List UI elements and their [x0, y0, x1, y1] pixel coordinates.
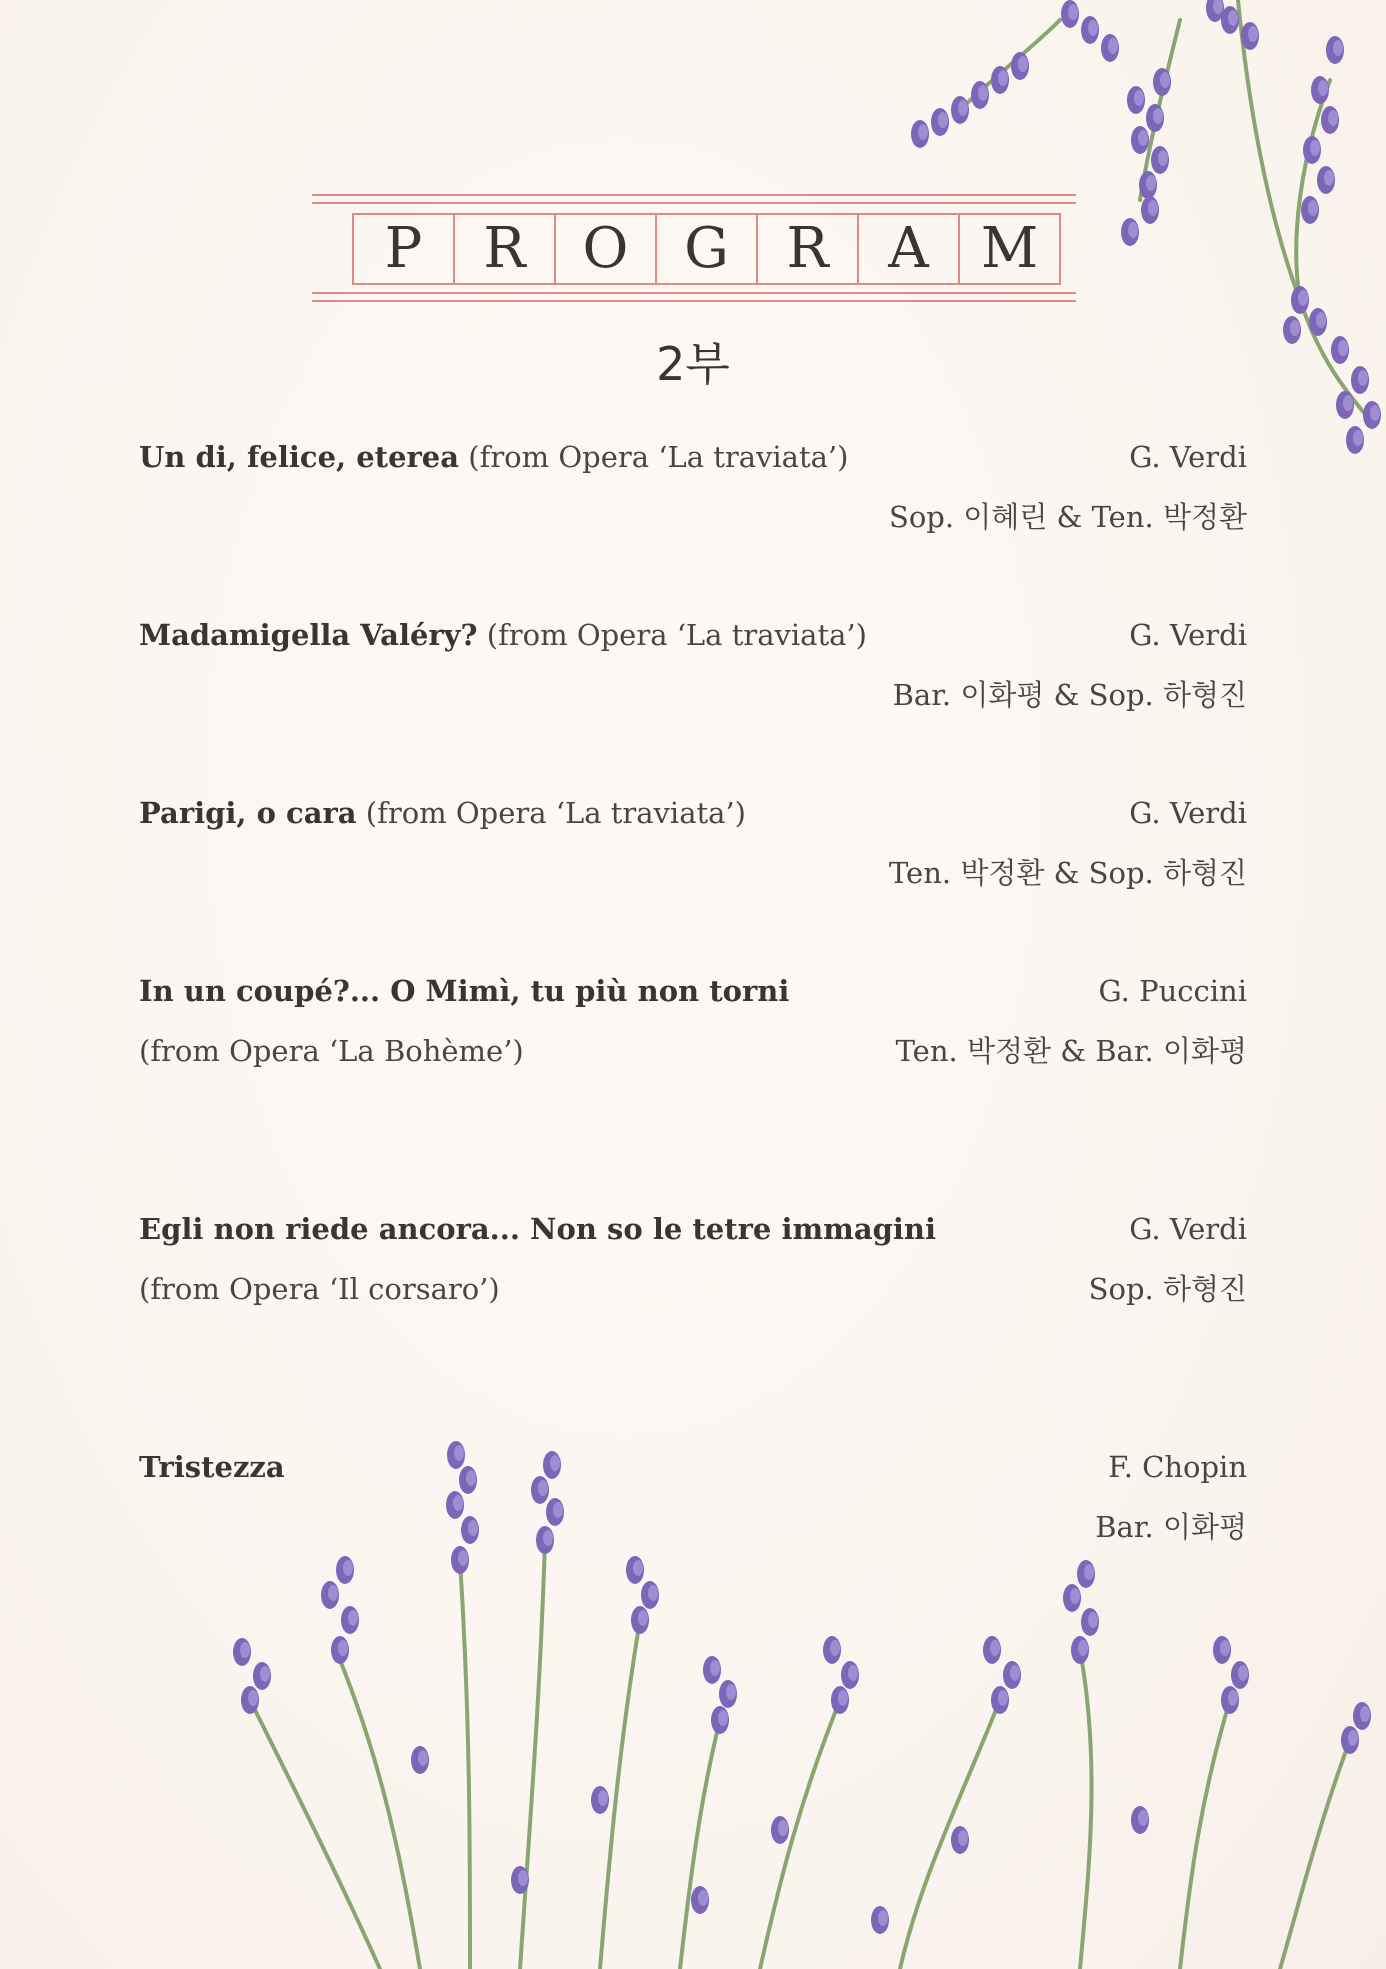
program-entry — [139, 971, 1247, 1091]
piece-source: (from Opera ‘La traviata’) — [468, 440, 849, 474]
piece-title: Un di, felice, eterea — [139, 440, 460, 474]
piece-title: Madamigella Valéry? — [139, 618, 478, 652]
performers: Sop. 하형진 — [1088, 1272, 1247, 1306]
program-entry — [139, 1447, 1247, 1567]
performers: Ten. 박정환 & Bar. 이화평 — [895, 1034, 1247, 1068]
program-letter: A — [857, 213, 958, 285]
piece-title: In un coupé?... O Mimì, tu più non torni — [139, 974, 790, 1008]
composer: G. Verdi — [1129, 618, 1247, 652]
composer: G. Verdi — [1129, 1212, 1247, 1246]
performers: Ten. 박정환 & Sop. 하형진 — [888, 856, 1247, 890]
program-letter: G — [655, 213, 756, 285]
program-entry — [139, 1209, 1247, 1329]
program-letters — [352, 213, 1061, 283]
program-entry — [139, 615, 1247, 735]
banner-rule-top-2 — [312, 202, 1076, 204]
piece-source: (from Opera ‘La Bohème’) — [139, 1034, 524, 1068]
program-letter: R — [453, 213, 554, 285]
banner-rule-bottom-1 — [312, 292, 1076, 294]
piece-title: Egli non riede ancora... Non so le tetre immagini — [139, 1212, 937, 1246]
composer: G. Puccini — [1098, 974, 1247, 1008]
banner-rule-bottom-2 — [312, 300, 1076, 302]
program-letter: R — [756, 213, 857, 285]
piece-source: (from Opera ‘La traviata’) — [365, 796, 746, 830]
composer: G. Verdi — [1129, 440, 1247, 474]
piece-source: (from Opera ‘Il corsaro’) — [139, 1272, 500, 1306]
program-letter: P — [352, 213, 453, 285]
performers: Bar. 이화평 & Sop. 하형진 — [892, 678, 1247, 712]
composer: G. Verdi — [1129, 796, 1247, 830]
performers: Sop. 이혜린 & Ten. 박정환 — [888, 500, 1247, 534]
program-title-banner — [312, 194, 1076, 302]
piece-title: Parigi, o cara — [139, 796, 357, 830]
lavender-bouquet-bottom — [250, 1540, 1350, 1969]
program-entry — [139, 437, 1247, 557]
piece-title: Tristezza — [139, 1450, 285, 1484]
composer: F. Chopin — [1108, 1450, 1247, 1484]
program-letter: M — [958, 213, 1061, 285]
part-title: 2부 — [656, 337, 730, 391]
banner-rule-top-1 — [312, 194, 1076, 196]
program-entry — [139, 793, 1247, 913]
piece-source: (from Opera ‘La traviata’) — [486, 618, 867, 652]
performers: Bar. 이화평 — [1095, 1510, 1247, 1544]
program-letter: O — [554, 213, 655, 285]
